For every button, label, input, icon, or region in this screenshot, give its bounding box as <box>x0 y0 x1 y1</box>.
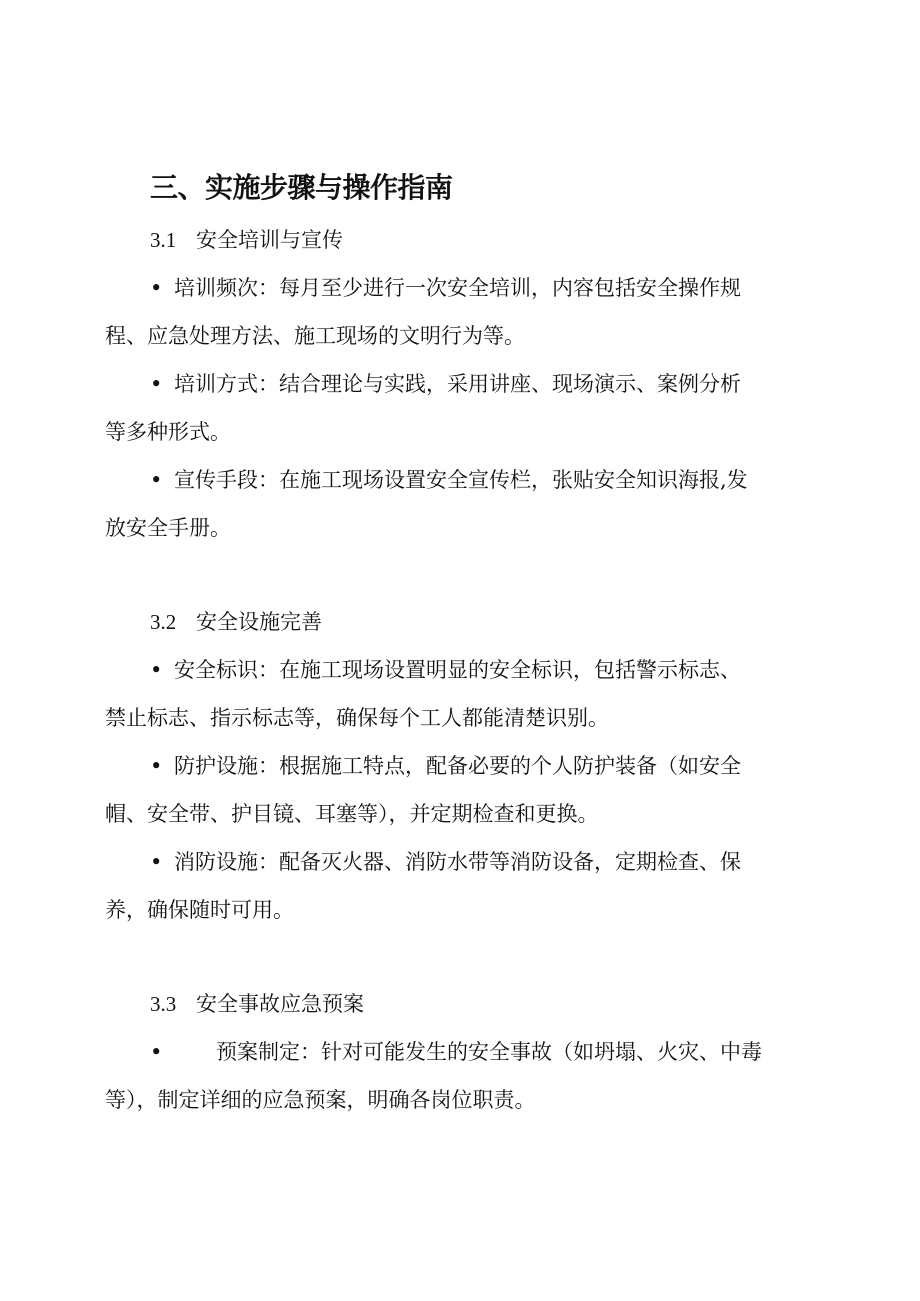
section-title: 安全事故应急预案 <box>196 992 364 1016</box>
bullet-text-line1: 消防设施：配备灭火器、消防水带等消防设备，定期检查、保 <box>174 850 741 874</box>
section-heading-3-2 <box>150 606 322 636</box>
section-title: 安全设施完善 <box>196 610 322 634</box>
section-heading-3-1 <box>150 224 343 254</box>
bullet-icon: • <box>150 372 163 396</box>
bullet-icon: • <box>150 468 163 492</box>
section-number: 3.2 <box>150 610 177 634</box>
bullet-item-safety-signs <box>150 654 741 684</box>
bullet-text-line1: 培训频次：每月至少进行一次安全培训，内容包括安全操作规 <box>174 276 741 300</box>
section-heading-3-3 <box>150 988 364 1018</box>
bullet-item-training-method <box>150 368 741 398</box>
bullet-icon: • <box>150 658 163 682</box>
bullet-text-line2: 等），制定详细的应急预案，明确各岗位职责。 <box>105 1088 536 1112</box>
bullet-icon: • <box>150 754 163 778</box>
bullet-item-protective-facilities <box>150 750 741 780</box>
bullet-item-publicity <box>150 464 748 494</box>
bullet-text-line1: 宣传手段：在施工现场设置安全宣传栏，张贴安全知识海报,发 <box>174 468 748 492</box>
bullet-text-line1: 培训方式：结合理论与实践，采用讲座、现场演示、案例分析 <box>174 372 741 396</box>
section-number: 3.3 <box>150 992 177 1016</box>
bullet-text-line1: 防护设施：根据施工特点，配备必要的个人防护装备（如安全 <box>174 754 741 778</box>
bullet-text-line1: 预案制定：针对可能发生的安全事故（如坍塌、火灾、中毒 <box>216 1040 762 1064</box>
section-number: 3.1 <box>150 228 177 252</box>
bullet-item-emergency-plan <box>150 1036 762 1066</box>
bullet-text-line2: 等多种形式。 <box>105 420 231 444</box>
bullet-icon: • <box>150 850 163 874</box>
bullet-icon: • <box>150 276 163 300</box>
bullet-text-line2: 放安全手册。 <box>105 516 231 540</box>
bullet-icon: • <box>150 1040 163 1064</box>
bullet-text-line2: 养，确保随时可用。 <box>105 898 294 922</box>
bullet-text-line2: 帽、安全带、护目镜、耳塞等），并定期检查和更换。 <box>105 802 599 826</box>
section-title: 安全培训与宣传 <box>196 228 343 252</box>
bullet-text-line2: 程、应急处理方法、施工现场的文明行为等。 <box>105 324 525 348</box>
bullet-item-training-frequency <box>150 272 741 302</box>
bullet-text-line1: 安全标识：在施工现场设置明显的安全标识，包括警示标志、 <box>174 658 741 682</box>
bullet-item-fire-facilities <box>150 846 741 876</box>
bullet-text-line2: 禁止标志、指示标志等，确保每个工人都能清楚识别。 <box>105 706 609 730</box>
page-title: 三、实施步骤与操作指南 <box>150 171 453 204</box>
